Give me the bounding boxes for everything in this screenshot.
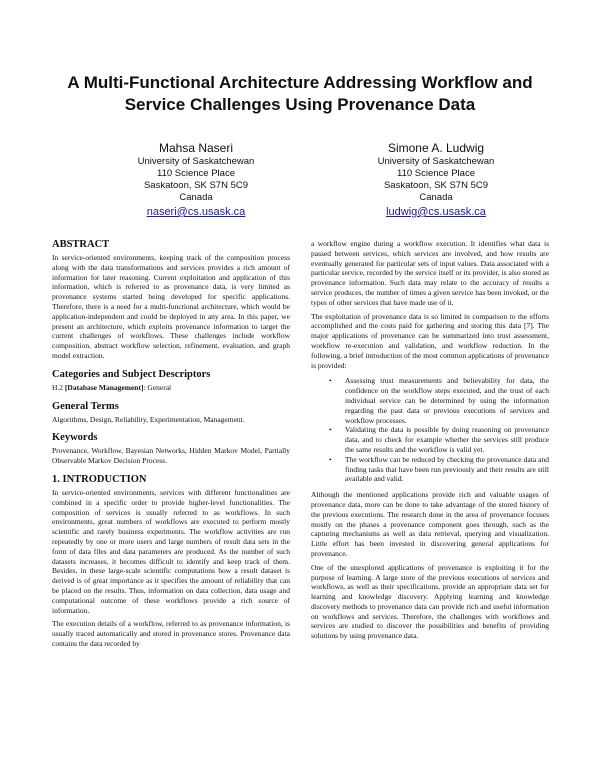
author-country: Canada <box>419 192 453 203</box>
keywords-heading: Keywords <box>52 432 98 444</box>
author-street: 110 Science Place <box>397 168 475 179</box>
right-column <box>311 239 549 641</box>
category-rest: : General <box>143 382 172 392</box>
author-city: Saskatoon, SK S7N 5C9 <box>143 180 249 191</box>
general-terms-text: Algorithms, Design, Reliability, Experimentation, Management. <box>52 414 245 424</box>
author-affiliation: University of Saskatchewan <box>137 156 255 167</box>
author-name: Mahsa Naseri <box>158 141 234 155</box>
category-code: H.2 <box>52 382 65 392</box>
applications-list <box>311 376 549 484</box>
abstract-text: In service-oriented environments, keeping track of the composition process along with the data transformations and services provides a rich amount of information for later reasoning. Current exploitation and application of this information, which is referred to as provenance data, is very limited as provenance systems started being developed for specific applications. Therefore, there is a need for a multi-functional architecture, which would be application-independent and could be deployed in any area. In this paper, we present an architecture, which exploits provenance information to target the current challenges of workflows. These challenges include workflow composition, abstract workflow selection, refinement, evaluation, and graph model extraction. <box>52 253 290 360</box>
intro-paragraph-2: The execution details of a workflow, referred to as provenance information, is usually traced automatically and stored in provenance stores. Provenance data contains the data recorded by <box>52 619 290 648</box>
author-email-link[interactable]: naseri@cs.usask.ca <box>146 206 246 218</box>
author-city: Saskatoon, SK S7N 5C9 <box>383 180 489 191</box>
author-email-link[interactable]: ludwig@cs.usask.ca <box>386 206 486 218</box>
author-affiliation: University of Saskatchewan <box>377 156 495 167</box>
right-paragraph-4: One of the unexplored applications of provenance is exploiting it for the purpose of learning. A large store of the previous executions of services and workflows, as well as their specifications, provide an appropriate data set for learning and knowledge discovery. Applying learning and knowledge discovery methods to provenance data can provide rich and useful information on workflows and services. Therefore, the challenges with workflows and services are studied to discover the possibilities and benefits of providing solutions by using provenance data. <box>311 562 549 641</box>
author-street: 110 Science Place <box>157 168 235 179</box>
intro-paragraph-1: In service-oriented environments, services with different functionalities are combined in a specific order to provide higher-level functionalities. The composition of services is usually referred to as workflows. In such environments, great numbers of workflows are executed to perform mostly scientific and rarely business experiments. The workflow activities are run repeatedly by one or more users and large numbers of result data sets in the form of data files and data parameters are produced. As the number of such datasets increases, it becomes difficult to identify and keep track of them. Besides, in these large-scale scientific computations how a result dataset is derived is of great importance as it specifies the amount of reliability that can be placed on the results. Thus, information on data collection, data usage and computational outcome of these workflows provide a rich source of information. <box>52 487 290 615</box>
list-item: • The workflow can be reduced by checking the provenance data and finding tasks that have been run previously and their results are still available and valid. <box>329 455 549 484</box>
author-block-1 <box>96 141 296 219</box>
list-item: • Assessing trust measurements and believability for data, the confidence on the workflow steps executed, and the trust of each individual service can be determined by using the information regarding the past data or previous executions of services and workflow processes. <box>329 376 549 425</box>
right-paragraph-1: a workflow engine during a workflow execution. It identifies what data is passed between services, which services are involved, and how results are eventually generated for particular sets of input values. Data associated with a particular service, recorded by the service itself or its provider, is also stored as provenance information. Such data may relate to the accuracy of results a service produces, the number of times a given service has been invoked, or the types of other services that have made use of it. <box>311 239 549 307</box>
keywords-text: Provenance, Workflow, Bayesian Networks, Hidden Markov Model, Partially Observable Markov Decision Process. <box>52 446 290 466</box>
categories-text <box>52 383 290 393</box>
right-paragraph-2: The exploitation of provenance data is so limited in comparison to the efforts accomplished and the costs paid for gathering and storing this data [7]. The major applications of provenance can be summarized into trust assessment, workflow re-execution and validation, and workflow reduction. In the following, a brief introduction of the most common applications of provenance is provided: <box>311 311 549 370</box>
author-country: Canada <box>179 192 213 203</box>
introduction-heading: 1. INTRODUCTION <box>52 473 147 485</box>
categories-heading: Categories and Subject Descriptors <box>52 368 211 380</box>
right-paragraph-3: Although the mentioned applications provide rich and valuable usages of provenance data, more can be done to take advantage of the stored history of the previous executions. The research done in the area of provenance focuses mostly on the phases a provenance component goes through, such as the capturing mechanisms as well as data retrieval, querying and visualization. Little effort has been invested in discovering general applications for provenance. <box>311 490 549 558</box>
paper-title: A Multi-Functional Architecture Addressing Workflow and Service Challenges Using Provenance Data <box>67 73 533 114</box>
author-block-2 <box>336 141 536 219</box>
general-terms-heading: General Terms <box>52 400 119 412</box>
list-item: • Validating the data is possible by doing reasoning on provenance data, and to check for example whether the services still produce the same results and the workflow is valid yet. <box>329 425 549 454</box>
left-column <box>52 239 290 649</box>
author-name: Simone A. Ludwig <box>387 141 485 155</box>
abstract-heading: ABSTRACT <box>52 239 110 250</box>
category-bold: [Database Management] <box>64 382 144 392</box>
